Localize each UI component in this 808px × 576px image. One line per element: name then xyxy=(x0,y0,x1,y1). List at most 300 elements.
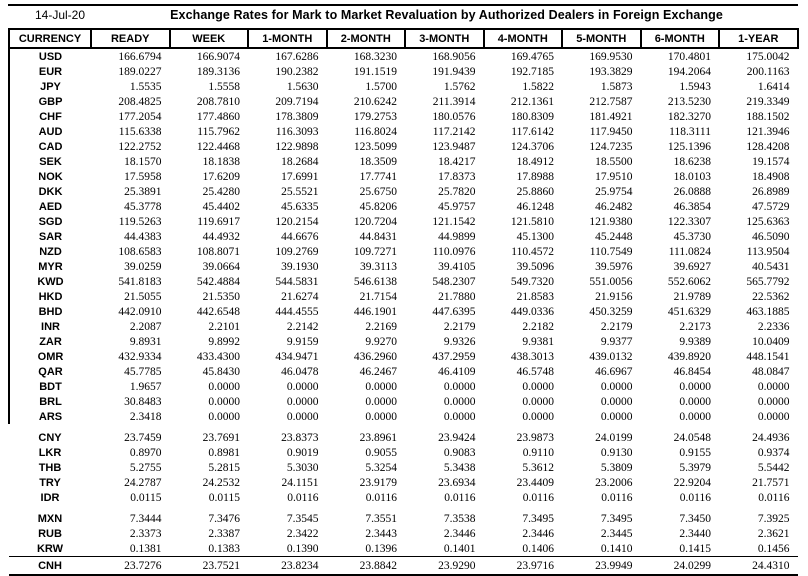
table-row xyxy=(9,274,798,289)
rate-value: 21.9789 xyxy=(673,290,711,303)
table-row xyxy=(9,557,798,576)
rate-value: 0.0000 xyxy=(208,380,240,393)
rate-value: 23.4409 xyxy=(516,476,554,489)
rate-value: 1.5762 xyxy=(443,80,476,93)
currency-code: GBP xyxy=(9,94,91,109)
rate-value: 18.4908 xyxy=(752,170,790,183)
rate-value: 46.1248 xyxy=(516,200,554,213)
rate-value: 23.9949 xyxy=(562,557,641,576)
rate-value: 212.7587 xyxy=(589,95,633,108)
table-row xyxy=(9,319,798,334)
rate-value: 0.1410 xyxy=(600,542,633,555)
rate-value: 21.6274 xyxy=(281,290,319,303)
rate-value: 0.1406 xyxy=(522,542,554,555)
rate-value: 7.3545 xyxy=(286,512,319,525)
rate-value: 449.0336 xyxy=(510,305,554,318)
rate-value: 1.5535 xyxy=(129,80,162,93)
rate-value: 1.6414 xyxy=(757,80,790,93)
rate-value: 565.7792 xyxy=(746,275,790,288)
page-title: Exchange Rates for Mark to Market Revaluation by Authorized Dealers in Foreign Exchange xyxy=(170,8,723,22)
rate-value: 0.0115 xyxy=(208,491,240,504)
table-row xyxy=(9,490,798,505)
rate-value: 44.4383 xyxy=(124,230,162,243)
rate-value: 1.5873 xyxy=(600,80,633,93)
rate-value: 24.4936 xyxy=(752,431,790,444)
currency-code: MYR xyxy=(9,259,91,274)
rate-value: 23.2006 xyxy=(595,476,633,489)
rate-value: 2.2169 xyxy=(365,320,397,333)
rate-value: 551.0056 xyxy=(589,275,633,288)
rate-value: 167.6286 xyxy=(275,50,319,63)
rate-value: 45.1300 xyxy=(516,230,554,243)
rate-value: 108.8071 xyxy=(196,245,240,258)
rate-value: 0.0116 xyxy=(365,491,397,504)
currency-code: AED xyxy=(9,199,91,214)
rate-value: 166.9074 xyxy=(196,50,240,63)
table-row xyxy=(9,409,798,424)
rate-value: 169.9530 xyxy=(589,50,633,63)
rate-value: 9.9326 xyxy=(443,335,476,348)
rate-value: 168.9056 xyxy=(432,50,476,63)
rate-value: 0.1456 xyxy=(757,542,790,555)
rate-value: 2.2101 xyxy=(208,320,240,333)
currency-code: SGD xyxy=(9,214,91,229)
column-header-currency: CURRENCY xyxy=(9,29,91,48)
table-row xyxy=(9,79,798,94)
rate-value: 7.3551 xyxy=(365,512,397,525)
rate-value: 17.5958 xyxy=(124,170,162,183)
rate-value: 45.4402 xyxy=(202,200,240,213)
rate-value: 17.9510 xyxy=(595,170,633,183)
rate-value: 2.3446 xyxy=(443,527,476,540)
rate-value: 121.9380 xyxy=(589,215,633,228)
rate-value: 2.2179 xyxy=(600,320,633,333)
table-row xyxy=(9,184,798,199)
column-header-1-month: 1-MONTH xyxy=(248,29,327,48)
rate-value: 0.1383 xyxy=(208,542,240,555)
rate-value: 115.7962 xyxy=(197,125,240,138)
rate-value: 179.2753 xyxy=(353,110,397,123)
rate-value: 1.9657 xyxy=(129,380,162,393)
rate-value: 0.0000 xyxy=(208,395,240,408)
rate-value: 24.2532 xyxy=(202,476,240,489)
rate-value: 24.2787 xyxy=(124,476,162,489)
rate-value: 0.0000 xyxy=(365,395,397,408)
currency-code: KRW xyxy=(36,542,64,555)
rate-value: 17.6991 xyxy=(281,170,319,183)
rate-value: 120.2154 xyxy=(275,215,319,228)
rate-value: 113.9504 xyxy=(746,245,790,258)
table-row xyxy=(9,259,798,274)
rate-value: 25.8860 xyxy=(516,185,554,198)
rate-value: 178.3809 xyxy=(275,110,319,123)
top-rule xyxy=(8,4,798,6)
rate-value: 433.4300 xyxy=(196,350,240,363)
rate-value: 189.3136 xyxy=(196,65,240,78)
rate-value: 47.5729 xyxy=(752,200,790,213)
rate-value: 0.0000 xyxy=(365,410,397,423)
rate-value: 200.1163 xyxy=(746,65,790,78)
rate-value: 46.2482 xyxy=(595,200,633,213)
rate-value: 0.0000 xyxy=(208,410,240,423)
rate-value: 0.0000 xyxy=(600,380,633,393)
table-row xyxy=(9,94,798,109)
rate-value: 1.5700 xyxy=(365,80,397,93)
currency-code: RUB xyxy=(38,527,62,540)
rate-value: 7.3476 xyxy=(208,512,240,525)
rate-value: 191.1519 xyxy=(353,65,397,78)
rate-value: 434.9471 xyxy=(275,350,319,363)
rate-value: 2.3373 xyxy=(129,527,162,540)
rate-value: 2.2087 xyxy=(129,320,162,333)
rate-value: 45.8206 xyxy=(359,200,397,213)
rate-value: 121.5810 xyxy=(510,215,554,228)
rate-value: 444.4555 xyxy=(275,305,319,318)
table-row xyxy=(9,349,798,364)
rate-value: 181.4921 xyxy=(589,110,633,123)
rate-value: 208.7810 xyxy=(196,95,240,108)
rate-value: 210.6242 xyxy=(353,95,397,108)
rate-value: 46.3854 xyxy=(673,200,711,213)
rate-value: 25.5521 xyxy=(281,185,319,198)
column-header-1-year: 1-YEAR xyxy=(719,29,798,48)
rate-value: 119.5263 xyxy=(118,215,162,228)
rate-value: 2.2336 xyxy=(757,320,790,333)
currency-code: CHF xyxy=(9,109,91,124)
rate-value: 46.5090 xyxy=(752,230,790,243)
rate-value: 46.8454 xyxy=(673,365,711,378)
rate-value: 116.8024 xyxy=(354,125,397,138)
rate-value: 5.3030 xyxy=(286,461,319,474)
rate-value: 25.7820 xyxy=(438,185,476,198)
rate-value: 542.4884 xyxy=(196,275,240,288)
rate-value: 0.0000 xyxy=(522,380,554,393)
rate-value: 0.0000 xyxy=(286,410,319,423)
rate-value: 39.5976 xyxy=(595,260,633,273)
table-row xyxy=(9,139,798,154)
rate-value: 437.2959 xyxy=(432,350,476,363)
column-header-5-month: 5-MONTH xyxy=(562,29,641,48)
rate-value: 125.6363 xyxy=(746,215,790,228)
rate-value: 18.4912 xyxy=(516,155,554,168)
rate-value: 442.0910 xyxy=(118,305,162,318)
rate-value: 0.0000 xyxy=(600,395,633,408)
rate-value: 18.6238 xyxy=(673,155,711,168)
column-header-ready: READY xyxy=(91,29,170,48)
rate-value: 1.5943 xyxy=(679,80,711,93)
rate-value: 23.8842 xyxy=(327,557,406,576)
rate-value: 0.0116 xyxy=(287,491,319,504)
rate-value: 182.3270 xyxy=(667,110,711,123)
rate-value: 0.1396 xyxy=(365,542,397,555)
rate-value: 17.7741 xyxy=(359,170,397,183)
table-row xyxy=(9,379,798,394)
rate-value: 128.4208 xyxy=(746,140,790,153)
rate-value: 213.5230 xyxy=(667,95,711,108)
rate-value: 21.8583 xyxy=(516,290,554,303)
rate-value: 17.8373 xyxy=(438,170,476,183)
rate-value: 190.2382 xyxy=(275,65,319,78)
rate-value: 9.8992 xyxy=(208,335,240,348)
rate-value: 46.0478 xyxy=(281,365,319,378)
rate-value: 121.1542 xyxy=(432,215,476,228)
rate-value: 24.0199 xyxy=(595,431,633,444)
rate-value: 552.6062 xyxy=(667,275,711,288)
rate-value: 46.4109 xyxy=(438,365,476,378)
rate-value: 0.1415 xyxy=(679,542,711,555)
rate-value: 23.8961 xyxy=(359,431,397,444)
rate-value: 39.5096 xyxy=(516,260,554,273)
rate-value: 169.4765 xyxy=(510,50,554,63)
rate-value: 170.4801 xyxy=(667,50,711,63)
rate-value: 451.6329 xyxy=(667,305,711,318)
rate-value: 22.9204 xyxy=(673,476,711,489)
rate-value: 9.9389 xyxy=(679,335,711,348)
rate-value: 25.9754 xyxy=(595,185,633,198)
rate-value: 18.1838 xyxy=(202,155,240,168)
rate-value: 45.3730 xyxy=(673,230,711,243)
table-row xyxy=(9,445,798,460)
currency-code: CNH xyxy=(9,557,91,576)
rate-value: 23.9179 xyxy=(359,476,397,489)
rate-value: 450.3259 xyxy=(589,305,633,318)
rate-value: 2.3440 xyxy=(679,527,711,540)
rate-value: 2.3422 xyxy=(286,527,319,540)
column-header-6-month: 6-MONTH xyxy=(641,29,720,48)
table-row xyxy=(9,364,798,379)
currency-code: QAR xyxy=(9,364,91,379)
rate-value: 0.8981 xyxy=(208,446,240,459)
rate-value: 25.4280 xyxy=(202,185,240,198)
table-row xyxy=(9,124,798,139)
table-row xyxy=(9,64,798,79)
rate-value: 124.7235 xyxy=(589,140,633,153)
table-row xyxy=(9,289,798,304)
currency-code: ZAR xyxy=(9,334,91,349)
rate-value: 0.9155 xyxy=(679,446,711,459)
rate-value: 18.2684 xyxy=(281,155,319,168)
rate-value: 122.2752 xyxy=(118,140,162,153)
rate-value: 24.0299 xyxy=(641,557,720,576)
rate-value: 23.8234 xyxy=(248,557,327,576)
table-row xyxy=(9,169,798,184)
rate-value: 117.9450 xyxy=(589,125,633,138)
rate-value: 0.0000 xyxy=(522,410,554,423)
rate-value: 115.6338 xyxy=(118,125,162,138)
rate-value: 2.3387 xyxy=(208,527,240,540)
rate-value: 39.4105 xyxy=(438,260,476,273)
rate-value: 9.9381 xyxy=(522,335,554,348)
rate-value: 2.2179 xyxy=(443,320,476,333)
rate-value: 2.3446 xyxy=(522,527,554,540)
rate-value: 120.7204 xyxy=(353,215,397,228)
currency-code: IDR xyxy=(40,491,60,504)
rate-value: 122.9898 xyxy=(275,140,319,153)
currency-code: JPY xyxy=(9,79,91,94)
table-row xyxy=(9,199,798,214)
currency-code: USD xyxy=(9,48,91,64)
currency-code: SEK xyxy=(9,154,91,169)
rate-value: 0.0000 xyxy=(286,395,319,408)
table-header xyxy=(9,29,798,48)
rate-value: 219.3349 xyxy=(746,95,790,108)
rate-value: 39.1930 xyxy=(281,260,319,273)
rate-value: 0.9019 xyxy=(286,446,319,459)
rates-table xyxy=(8,28,799,576)
rate-value: 118.3111 xyxy=(669,125,711,138)
rate-value: 2.3418 xyxy=(129,410,162,423)
table-row xyxy=(9,334,798,349)
rate-value: 0.0000 xyxy=(757,380,790,393)
rate-value: 2.2173 xyxy=(679,320,711,333)
rate-value: 544.5831 xyxy=(275,275,319,288)
rate-value: 0.0116 xyxy=(758,491,790,504)
rate-value: 209.7194 xyxy=(275,95,319,108)
rate-value: 0.1401 xyxy=(443,542,476,555)
currency-code: AUD xyxy=(9,124,91,139)
rate-value: 23.6934 xyxy=(438,476,476,489)
rate-value: 117.6142 xyxy=(511,125,554,138)
rate-value: 125.1396 xyxy=(667,140,711,153)
rate-value: 175.0042 xyxy=(746,50,790,63)
column-header-3-month: 3-MONTH xyxy=(405,29,484,48)
rate-value: 46.2467 xyxy=(359,365,397,378)
rate-value: 447.6395 xyxy=(432,305,476,318)
rate-value: 0.9374 xyxy=(757,446,790,459)
rate-value: 10.0409 xyxy=(752,335,790,348)
rate-value: 0.8970 xyxy=(129,446,162,459)
rate-value: 21.5350 xyxy=(202,290,240,303)
rate-value: 122.3307 xyxy=(667,215,711,228)
currency-code: CNY xyxy=(38,431,62,444)
rate-value: 123.9487 xyxy=(432,140,476,153)
rate-value: 21.7571 xyxy=(752,476,790,489)
rate-value: 0.9110 xyxy=(522,446,554,459)
currency-code: INR xyxy=(9,319,91,334)
rate-value: 0.9055 xyxy=(365,446,397,459)
rate-value: 7.3444 xyxy=(129,512,162,525)
currency-code: MXN xyxy=(37,512,63,525)
rate-value: 177.2054 xyxy=(118,110,162,123)
rate-value: 7.3925 xyxy=(757,512,790,525)
currency-code: THB xyxy=(38,461,62,474)
rate-value: 117.2142 xyxy=(432,125,476,138)
rate-value: 5.2815 xyxy=(208,461,240,474)
rate-value: 0.0115 xyxy=(130,491,162,504)
rate-value: 0.0000 xyxy=(286,380,319,393)
rate-value: 5.3612 xyxy=(522,461,554,474)
currency-code: ARS xyxy=(9,409,91,424)
table-row xyxy=(9,541,798,557)
rate-value: 9.8931 xyxy=(129,335,162,348)
rate-value: 45.3778 xyxy=(124,200,162,213)
rate-value: 18.4217 xyxy=(438,155,476,168)
rate-value: 110.0976 xyxy=(432,245,476,258)
report-date: 14-Jul-20 xyxy=(35,8,86,22)
rate-value: 0.0000 xyxy=(679,410,711,423)
rate-value: 18.3509 xyxy=(359,155,397,168)
rate-value: 2.2182 xyxy=(522,320,554,333)
currency-code: NOK xyxy=(9,169,91,184)
currency-code: NZD xyxy=(9,244,91,259)
rate-value: 119.6917 xyxy=(197,215,240,228)
rate-value: 432.9334 xyxy=(118,350,162,363)
rate-value: 5.3254 xyxy=(365,461,397,474)
rate-value: 40.5431 xyxy=(752,260,790,273)
rate-value: 21.5055 xyxy=(124,290,162,303)
rate-value: 541.8183 xyxy=(118,275,162,288)
rate-value: 30.8483 xyxy=(124,395,162,408)
rate-value: 436.2960 xyxy=(353,350,397,363)
rate-value: 44.4932 xyxy=(202,230,240,243)
rate-value: 116.3093 xyxy=(275,125,319,138)
rate-value: 439.8920 xyxy=(667,350,711,363)
rate-value: 0.0116 xyxy=(679,491,711,504)
rate-value: 5.3438 xyxy=(443,461,476,474)
column-header-week: WEEK xyxy=(170,29,249,48)
rate-value: 2.3443 xyxy=(365,527,397,540)
rate-value: 109.7271 xyxy=(353,245,397,258)
rate-value: 0.0000 xyxy=(443,410,476,423)
rate-value: 1.5630 xyxy=(286,80,319,93)
rate-value: 463.1885 xyxy=(746,305,790,318)
currency-code: LKR xyxy=(38,446,62,459)
currency-code: SAR xyxy=(9,229,91,244)
rate-value: 211.3914 xyxy=(432,95,476,108)
rate-value: 438.3013 xyxy=(510,350,554,363)
rate-value: 46.6967 xyxy=(595,365,633,378)
rate-value: 18.1570 xyxy=(124,155,162,168)
rate-value: 39.0259 xyxy=(124,260,162,273)
rate-value: 0.9083 xyxy=(443,446,476,459)
rate-value: 45.7785 xyxy=(124,365,162,378)
rate-value: 26.8989 xyxy=(752,185,790,198)
rate-value: 0.0000 xyxy=(600,410,633,423)
rate-value: 23.9873 xyxy=(516,431,554,444)
rate-value: 24.0548 xyxy=(673,431,711,444)
rate-value: 2.2142 xyxy=(286,320,319,333)
rate-value: 5.3979 xyxy=(679,461,711,474)
rate-value: 23.9290 xyxy=(405,557,484,576)
rate-value: 45.2448 xyxy=(595,230,633,243)
currency-code: CAD xyxy=(9,139,91,154)
rate-value: 194.2064 xyxy=(667,65,711,78)
rate-value: 448.1541 xyxy=(746,350,790,363)
table-row xyxy=(9,304,798,319)
table-row xyxy=(9,109,798,124)
rate-value: 21.7880 xyxy=(438,290,476,303)
rate-value: 0.0000 xyxy=(443,395,476,408)
rate-value: 0.9130 xyxy=(600,446,633,459)
rate-value: 0.0000 xyxy=(679,380,711,393)
rate-value: 7.3495 xyxy=(522,512,554,525)
rate-value: 5.5442 xyxy=(757,461,790,474)
rate-value: 546.6138 xyxy=(353,275,397,288)
rates-table-body xyxy=(9,48,798,575)
table-row xyxy=(9,48,798,64)
rate-value: 109.2769 xyxy=(275,245,319,258)
table-row xyxy=(9,229,798,244)
rate-value: 121.3946 xyxy=(746,125,790,138)
rate-value: 21.7154 xyxy=(359,290,397,303)
rate-value: 45.6335 xyxy=(281,200,319,213)
rate-value: 180.8309 xyxy=(510,110,554,123)
report-header xyxy=(0,8,808,22)
table-row xyxy=(9,154,798,169)
rate-value: 180.0576 xyxy=(432,110,476,123)
rate-value: 111.0824 xyxy=(668,245,711,258)
rate-value: 18.0103 xyxy=(673,170,711,183)
